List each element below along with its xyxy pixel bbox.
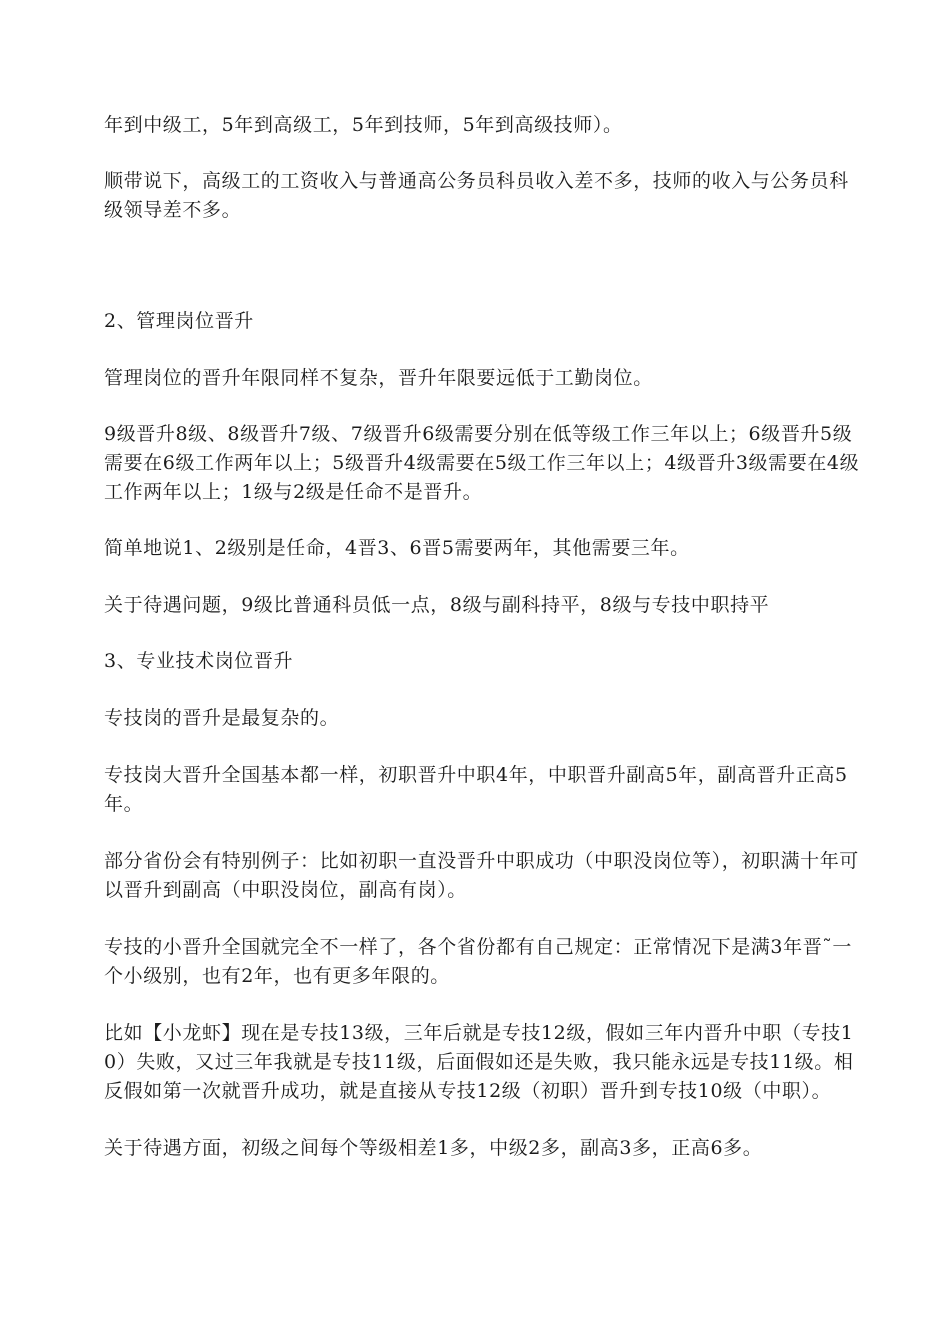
paragraph-technical-intro: 专技岗的晋升是最复杂的。 bbox=[104, 707, 340, 729]
section-heading-technical: 3、专业技术岗位晋升 bbox=[104, 650, 294, 672]
paragraph-provincial-exceptions: 部分省份会有特别例子：比如初职一直没晋升中职成功（中职没岗位等），初职满十年可以晋升到副高（中职没岗位，副高有岗）。 bbox=[104, 850, 859, 901]
paragraph-example: 比如【小龙虾】现在是专技13级，三年后就是专技12级，假如三年内晋升中职（专技10）失败，又过三年我就是专技11级，后面假如还是失败，我只能永远是专技11级。相反假如第一次就晋升成功，就是直接从专技12级（初职）晋升到专技10级（中职）。 bbox=[104, 1022, 854, 1102]
document-body bbox=[104, 111, 864, 1163]
paragraph-worker-promotion-tail: 年到中级工，5年到高级工，5年到技师，5年到高级技师）。 bbox=[104, 114, 623, 136]
section-heading-management: 2、管理岗位晋升 bbox=[104, 310, 254, 332]
paragraph-management-intro: 管理岗位的晋升年限同样不复杂，晋升年限要远低于工勤岗位。 bbox=[104, 367, 653, 389]
paragraph-management-levels: 9级晋升8级、8级晋升7级、7级晋升6级需要分别在低等级工作三年以上；6级晋升5级需要在6级工作两年以上；5级晋升4级需要在5级工作三年以上；4级晋升3级需要在4级工作两年以上；1级与2级是任命不是晋升。 bbox=[104, 423, 860, 503]
paragraph-technical-major-promotion: 专技岗大晋升全国基本都一样，初职晋升中职4年，中职晋升副高5年，副高晋升正高5年。 bbox=[104, 764, 848, 815]
paragraph-technical-pay: 关于待遇方面，初级之间每个等级相差1多，中级2多，副高3多，正高6多。 bbox=[104, 1137, 763, 1159]
paragraph-salary-comparison: 顺带说下，高级工的工资收入与普通高公务员科员收入差不多，技师的收入与公务员科级领导差不多。 bbox=[104, 170, 849, 221]
paragraph-management-pay: 关于待遇问题，9级比普通科员低一点，8级与副科持平，8级与专技中职持平 bbox=[104, 594, 770, 616]
paragraph-minor-promotion: 专技的小晋升全国就完全不一样了，各个省份都有自己规定：正常情况下是满3年晋˜一个小级别，也有2年，也有更多年限的。 bbox=[104, 936, 852, 987]
paragraph-management-summary: 简单地说1、2级别是任命，4晋3、6晋5需要两年，其他需要三年。 bbox=[104, 537, 690, 559]
